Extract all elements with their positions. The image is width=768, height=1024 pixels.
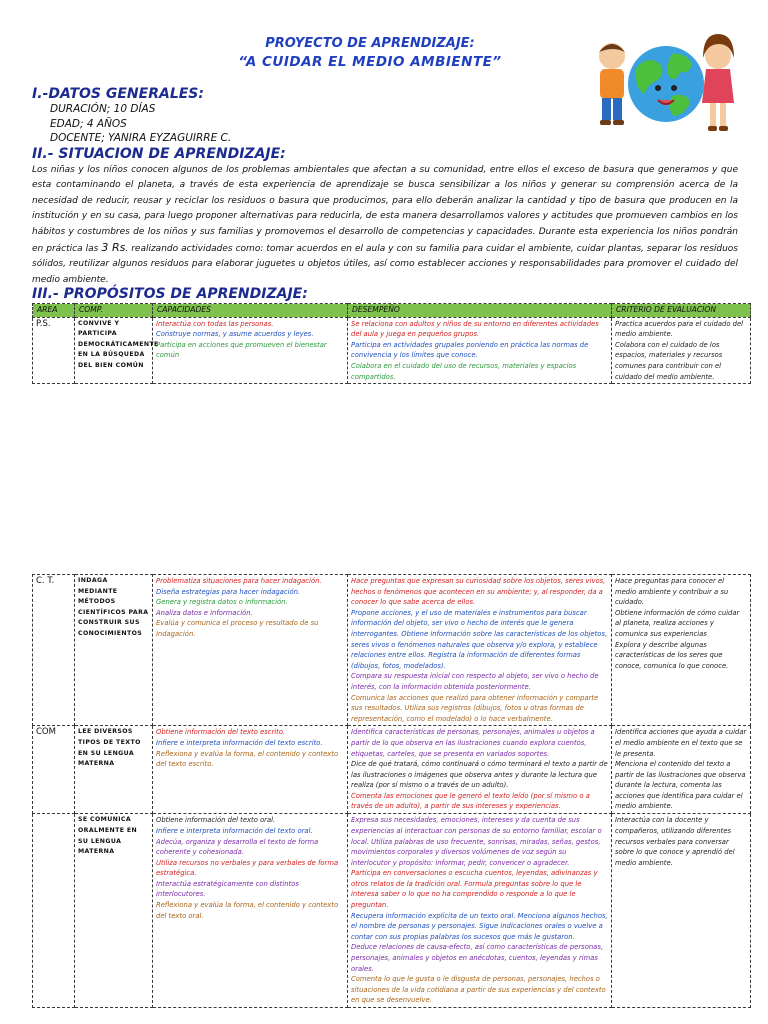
docente-text: DOCENTE; YANIRA EYZAGUIRRE C. — [50, 132, 232, 144]
section-propositos-heading: III.- PROPÓSITOS DE APRENDIZAJE: — [32, 286, 308, 302]
desempeno-cell: Se relaciona con adultos y niños de su entorno en diferentes actividades del aula y juega en pequeños grupos. Participa en actividades grupales poniendo en práctica las normas de convivencia y los límites que conoce. Colabora en el cuidado del uso de recursos, materiales y espacios compartidos. — [348, 317, 612, 384]
area-cell — [33, 814, 75, 1008]
comp-cell: SE COMUNICA ORALMENTE EN SU LENGUA MATERNA — [75, 814, 153, 1008]
desempeno-cell: Expresa sus necesidades, emociones, intereses y da cuenta de sus experiencias al interactuar con personas de su entorno familiar, escolar o local. Utiliza palabras de uso frecuente, sonrisas, miradas, señas, gestos, movimientos corporales y diversos volúmenes de voz según su interlocutor y propósito: informar, pedir, convencer o agradecer. Participa en conversaciones o escucha cuentos, leyendas, adivinanzas y otros relatos de la tradición oral. Formula preguntas sobre lo que le interesa saber o lo que no ha comprendido o responde a lo que le preguntan. Recupera información explícita de un texto oral. Menciona algunos hechos, el nombre de personas y personajes. Sigue indicaciones orales o vuelve a contar con sus propias palabras los sucesos que más le gustaron. Deduce relaciones de causa-efecto, así como características de personas, personajes, animales y objetos en anécdotas, cuentos, leyendas y rimas orales. Comenta lo que le gusta o le disgusta de personas, personajes, hechos o situaciones de la vida cotidiana a partir de sus experiencias y del contexto en que se desenvuelve. — [348, 814, 612, 1008]
propositos-table-1 — [32, 303, 751, 384]
section-situacion-heading: II.- SITUACION DE APRENDIZAJE: — [32, 146, 286, 162]
capacidades-cell: Interactúa con todas las personas. Construye normas, y asume acuerdos y leyes. Participa en acciones que promueven el bienestar común — [153, 317, 348, 384]
situacion-paragraph: Los niñas y los niños conocen algunos de los problemas ambientales que afectan a su comunidad, entre ellos el exceso de basura que generamos y que esta contaminando el planeta, a través de esta experiencia de aprendizaje se busca sensibilizar a los niños y generar su comprensión acerca de la necesidad de reducir, reusar y reciclar los residuos o basura que producimos, para ello deberán analizar la cantidad y tipo de basura que producen en la institución y en su casa, para luego proponer alternativas para reducirla, de esta manera desarrollamos valores y actitudes que promueven cambios en los hábitos y costumbres de los niños y sus familias y promovemos el desarrollo de competencias y capacidades. Durante esta experiencia los niños pondrán en práctica las 3 Rs. realizando actividades como: tomar acuerdos en el aula y con su familia para cuidar el ambiente, cuidar plantas, separar los residuos sólidos, reutilizar algunos residuos para elaborar juguetes u objetos útiles, así como establecer acciones y responsabilidades para promover el cuidado del medio ambiente. — [32, 165, 738, 285]
col-desempeno: DESEMPEÑO — [348, 304, 612, 318]
desempeno-cell: Identifica características de personas, personajes, animales u objetos a partir de lo que observa en las ilustraciones cuando explora cuentos, etiquetas, carteles, que se presenta en variados soportes. Dice de qué tratará, cómo continuará o cómo terminará el texto a partir de las ilustraciones o imágenes que observa antes y durante la lectura que realiza (por sí mismo o a través de un adulto). Comenta las emociones que le generó el texto leído (por sí mismo o a través de un adulto), a partir de sus intereses y experiencias. — [348, 726, 612, 814]
criterio-cell: Identifica acciones que ayuda a cuidar el medio ambiente en el texto que se le presenta. Menciona el contenido del texto a partir de las ilustraciones que observa durante la lectura, comenta las acciones que identifica para cuidar el medio ambiente. — [612, 726, 751, 814]
table-row — [33, 317, 751, 384]
section-datos-generales-heading: I.-DATOS GENERALES: — [32, 86, 204, 102]
comp-cell: INDAGA MEDIANTE MÉTODOS CIENTÍFICOS PARA CONSTRUIR SUS CONOCIMIENTOS — [75, 575, 153, 726]
title-line-2: “A CUIDAR EL MEDIO AMBIENTE” — [238, 54, 502, 70]
table-row — [33, 814, 751, 1008]
children-globe-illustration — [588, 34, 740, 150]
criterio-cell: Interactúa con la docente y compañeros, utilizando diferentes recursos verbales para conversar sobre lo que conoce y aprendió del medio ambiente. — [612, 814, 751, 1008]
table-header-row — [33, 304, 751, 318]
capacidades-cell: Obtiene información del texto escrito. Infiere e interpreta información del texto escrito. Reflexiona y evalúa la forma, el contenido y contexto del texto escrito. — [153, 726, 348, 814]
col-criterio: CRITERIO DE EVALUACION — [612, 304, 751, 318]
col-comp: COMP. — [75, 304, 153, 318]
table-row — [33, 575, 751, 726]
capacidades-cell: Obtiene información del texto oral. Infiere e interpreta información del texto oral. Adecúa, organiza y desarrolla el texto de forma coherente y cohesionada. Utiliza recursos no verbales y para verbales de forma estratégica. Interactúa estratégicamente con distintos interlocutores. Reflexiona y evalúa la forma, el contenido y contexto del texto oral. — [153, 814, 348, 1008]
area-cell: C. T. — [33, 575, 75, 726]
criterio-cell: Hace preguntas para conocer el medio ambiente y contribuir a su cuidado. Obtiene información de cómo cuidar al planeta, realiza acciones y comunica sus experiencias Explora y describe algunas características de los seres que conoce, comunica lo que conoce. — [612, 575, 751, 726]
area-cell: P.S. — [33, 317, 75, 384]
criterio-cell: Practica acuerdos para el cuidado del medio ambiente. Colabora con el cuidado de los espacios, materiales y recursos comunes para contribuir con el cuidado del medio ambiente. — [612, 317, 751, 384]
propositos-table-2 — [32, 574, 751, 1008]
edad-text: EDAD; 4 AÑOS — [50, 118, 127, 130]
comp-cell: CONVIVE Y PARTICIPA DEMOCRÁTICAMENTE EN LA BÚSQUEDA DEL BIEN COMÚN — [75, 317, 153, 384]
col-capacidades: CAPACIDADES — [153, 304, 348, 318]
title-line-1: PROYECTO DE APRENDIZAJE: — [265, 36, 475, 51]
table-row — [33, 726, 751, 814]
comp-cell: LEE DIVERSOS TIPOS DE TEXTO EN SU LENGUA MATERNA — [75, 726, 153, 814]
capacidades-cell: Problematiza situaciones para hacer indagación. Diseña estrategias para hacer indagación. Genera y registra datos o información. Analiza datos e información. Evalúa y comunica el proceso y resultado de su indagación. — [153, 575, 348, 726]
duracion-text: DURACIÓN; 10 DÍAS — [50, 103, 156, 115]
desempeno-cell: Hace preguntas que expresan su curiosidad sobre los objetos, seres vivos, hechos o fenómenos que acontecen en su ambiente; y, al responder, da a conocer lo que sabe acerca de ellos. Propone acciones, y el uso de materiales e instrumentos para buscar información del objeto, ser vivo o hecho de interés que le genera interrogantes. Obtiene información sobre las características de los objetos, seres vivos o fenómenos naturales que observa y/o explora, y establece relaciones entre ellos. Registra la información de diferentes formas (dibujos, fotos, modelados). Compara su respuesta inicial con respecto al objeto, ser vivo o hecho de interés, con la información obtenida posteriormente. Comunica las acciones que realizó para obtener información y comparte sus resultados. Utiliza sus registros (dibujos, fotos u otras formas de representación, como el modelado) o lo hace verbalmente. — [348, 575, 612, 726]
area-cell: COM — [33, 726, 75, 814]
col-area: AREA — [33, 304, 75, 318]
